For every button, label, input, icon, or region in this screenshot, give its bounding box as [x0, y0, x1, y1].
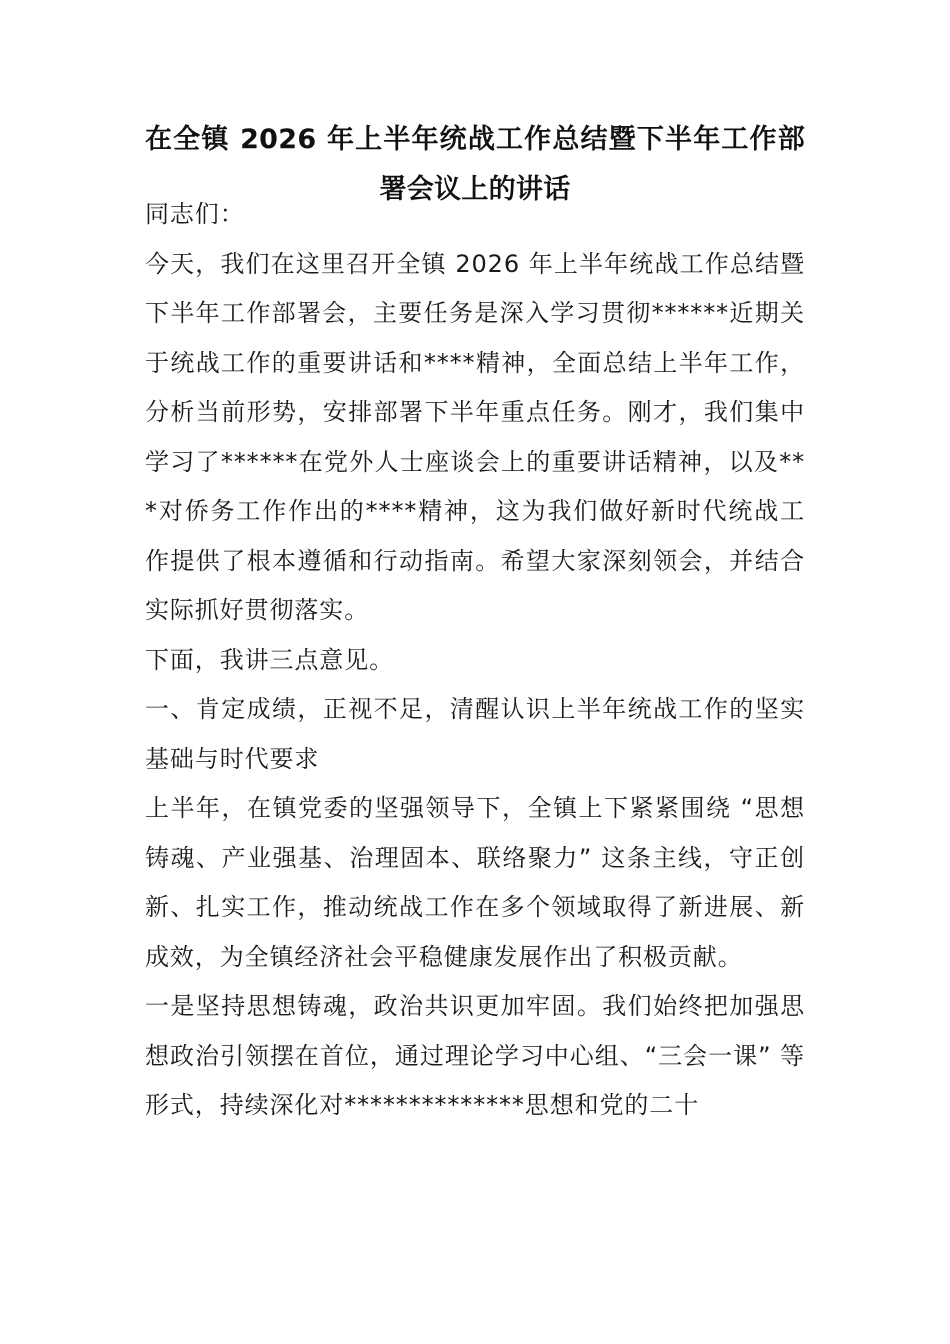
- section-heading-1: 一、肯定成绩，正视不足，清醒认识上半年统战工作的坚实基础与时代要求: [145, 695, 805, 773]
- summary-paragraph: 上半年，在镇党委的坚强领导下，全镇上下紧紧围绕 “思想铸魂、产业强基、治理固本、联络聚力” 这条主线，守正创新、扎实工作，推动统战工作在多个领域取得了新进展、新成效，为全镇经济社会平稳健康发展作出了积极贡献。: [145, 794, 805, 971]
- intro-paragraph: 今天，我们在这里召开全镇 2026 年上半年统战工作总结暨下半年工作部署会，主要任务是深入学习贯彻******近期关于统战工作的重要讲话和****精神，全面总结上半年工作，分析当前形势，安排部署下半年重点任务。刚才，我们集中学习了******在党外人士座谈会上的重要讲话精神，以及***对侨务工作作出的****精神，这为我们做好新时代统战工作提供了根本遵循和行动指南。希望大家深刻领会，并结合实际抓好贯彻落实。: [145, 249, 805, 624]
- point-one-paragraph: 一是坚持思想铸魂，政治共识更加牢固。我们始终把加强思想政治引领摆在首位，通过理论学习中心组、“三会一课” 等形式，持续深化对**************思想和党的二十: [145, 992, 805, 1119]
- salutation: 同志们：: [145, 200, 245, 228]
- document-title: 在全镇 2026 年上半年统战工作总结暨下半年工作部署会议上的讲话: [145, 124, 805, 205]
- transition-paragraph: 下面，我讲三点意见。: [145, 645, 394, 674]
- document-body: [145, 190, 805, 1131]
